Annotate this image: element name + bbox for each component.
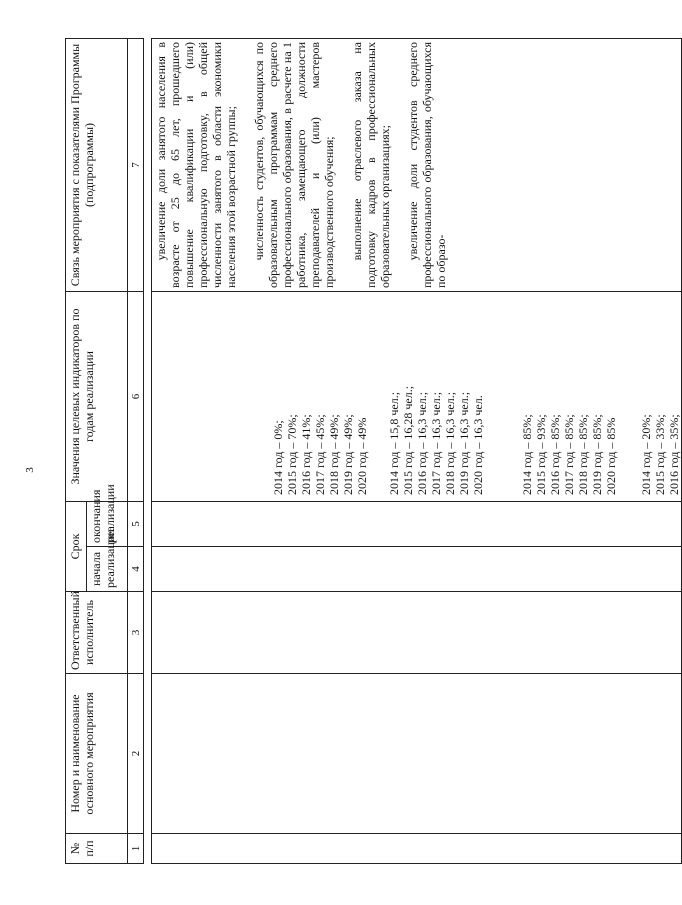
indicator-value: 2020 год – 16,3 чел. xyxy=(471,395,485,495)
indicator-value: 2015 год – 93%; xyxy=(534,414,548,495)
indicator-value: 2016 год – 85%; xyxy=(548,414,562,495)
program-measures-table xyxy=(65,38,682,864)
measure-name-cell xyxy=(152,674,682,834)
indicator-value: 2018 год – 49%; xyxy=(327,414,341,495)
header-number: № п/п xyxy=(66,834,128,864)
header-measure-name: Номер и наименование основного мероприятия xyxy=(66,674,128,834)
indicator-value: 2017 год – 45%; xyxy=(313,414,327,495)
column-number: 6 xyxy=(128,292,144,502)
indicator-value: 2016 год – 16,3 чел.; xyxy=(415,391,429,495)
header-indicator-values: Значения целевых индикаторов по годам реализации xyxy=(66,292,128,502)
header-responsible: Ответственный исполнитель xyxy=(66,592,128,674)
indicator-value: 2018 год – 16,3 чел.; xyxy=(443,391,457,495)
indicator-value: 2020 год – 85% xyxy=(604,417,618,495)
indicator-value: 2015 год – 70%; xyxy=(285,414,299,495)
number-cell xyxy=(152,834,682,864)
indicator-value: 2017 год – 16,3 чел.; xyxy=(429,391,443,495)
column-number: 3 xyxy=(128,592,144,674)
term-start-cell xyxy=(152,547,682,592)
column-number: 5 xyxy=(128,502,144,547)
indicator-value: 2015 год – 33%; xyxy=(653,414,667,495)
indicator-value: 2019 год – 85%; xyxy=(590,414,604,495)
indicator-value: 2016 год – 35%; xyxy=(667,414,681,495)
header-program-link: Связь мероприятия с показателями Программы (подпрограммы) xyxy=(66,39,128,292)
term-end-cell xyxy=(152,502,682,547)
indicator-value: 2014 год – 20%; xyxy=(639,414,653,495)
program-link-text: численность студентов, обучающихся по образовательным программам среднего профессионального образования, в расчете на 1 работника, замещающего должности преподавателей и (или) мастеров производственного обучения; xyxy=(252,42,336,288)
program-link-text: увеличение доли студентов среднего профессионального образования, обучающихся по образо- xyxy=(406,42,448,288)
header-term-start: начала реализации xyxy=(87,547,128,592)
indicator-value: 2017 год – 85%; xyxy=(562,414,576,495)
page-number: 3 xyxy=(24,467,36,473)
program-link-text: увеличение доли занятого населения в возрасте от 25 до 65 лет, прошедшего повышение квалификации и (или) профессиональную подготовку, в общей численности занятого в области экономики населения этой возрастной группы; xyxy=(154,42,238,288)
header-term: Срок xyxy=(66,502,87,592)
column-number: 1 xyxy=(128,834,144,864)
column-number: 4 xyxy=(128,547,144,592)
responsible-cell xyxy=(152,592,682,674)
indicator-value: 2019 год – 16,3 чел.; xyxy=(457,391,471,495)
indicator-value: 2020 год – 49% xyxy=(355,417,369,495)
indicator-value: 2014 год – 85%; xyxy=(520,414,534,495)
indicator-value: 2019 год – 49%; xyxy=(341,414,355,495)
header-term-end: окончания реализации xyxy=(87,502,128,547)
indicator-value: 2018 год – 85%; xyxy=(576,414,590,495)
indicator-values-cell xyxy=(152,292,682,502)
indicator-value: 2015 год – 16,28 чел.; xyxy=(401,385,415,495)
rotated-table-wrapper xyxy=(65,39,681,864)
program-link-cell xyxy=(152,39,682,292)
indicator-value: 2016 год – 41%; xyxy=(299,414,313,495)
column-number: 2 xyxy=(128,674,144,834)
program-link-text: выполнение отраслевого заказа на подготовку кадров в профессиональных образовательных организациях; xyxy=(350,42,392,288)
column-number: 7 xyxy=(128,39,144,292)
indicator-value: 2014 год – 15,8 чел.; xyxy=(387,391,401,495)
indicator-value: 2014 год – 0%; xyxy=(271,420,285,495)
table-gap xyxy=(144,39,152,864)
